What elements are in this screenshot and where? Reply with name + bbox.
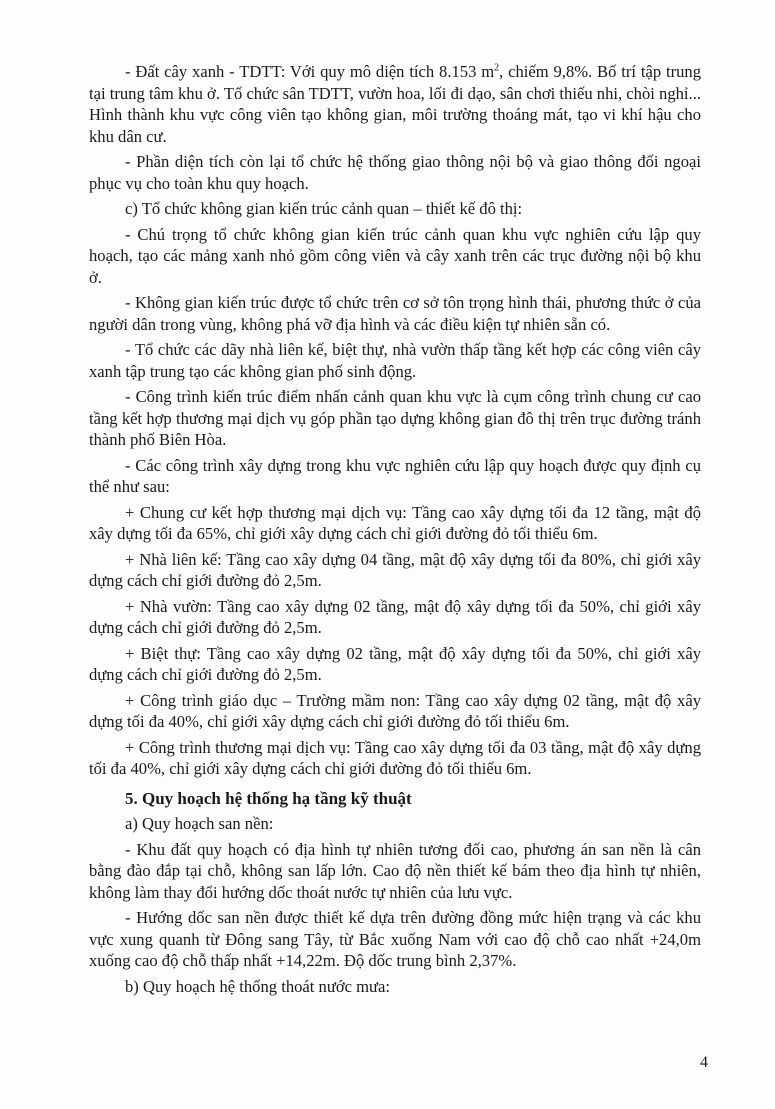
paragraph-subheading-a: a) Quy hoạch san nền: [125,814,274,833]
document-body [89,61,701,1001]
paragraph-garden-house: + Nhà vườn: Tầng cao xây dựng 02 tầng, mật độ xây dựng tối đa 50%, chỉ giới xây dựng cách chỉ giới đường đỏ 2,5m. [89,596,701,637]
paragraph-regulations-intro: - Các công trình xây dựng trong khu vực nghiên cứu lập quy hoạch được quy định cụ thể như sau: [89,455,701,496]
paragraph-remaining-area: - Phần diện tích còn lại tổ chức hệ thống giao thông nội bộ và giao thông đối ngoại phục vụ cho toàn khu quy hoạch. [89,152,701,193]
paragraph-subheading-b: b) Quy hoạch hệ thống thoát nước mưa: [125,976,391,996]
paragraph-subheading-c: c) Tổ chức không gian kiến trúc cảnh quan – thiết kế đô thị: [125,199,523,218]
superscript: 2 [494,62,500,74]
paragraph-row-house: + Nhà liên kế: Tầng cao xây dựng 04 tầng, mật độ xây dựng tối đa 80%, chỉ giới xây dựng cách chỉ giới đường đỏ 2,5m. [89,549,701,590]
paragraph-slope: - Hướng dốc san nền được thiết kế dựa trên đường đồng mức hiện trạng và các khu vực xung quanh từ Đông sang Tây, từ Bắc xuống Nam với cao độ chỗ cao nhất +24,0m xuống cao độ chỗ thấp nhất +14,22m. Độ dốc trung bình 2,37%. [89,908,701,970]
paragraph-terrain: - Khu đất quy hoạch có địa hình tự nhiên tương đối cao, phương án san nền là cân bằng đào đắp tại chỗ, không san lấp lớn. Cao độ nền thiết kế bám theo địa hình tự nhiên, không làm thay đổi hướng dốc thoát nước tự nhiên của lưu vực. [89,839,701,902]
section-heading: 5. Quy hoạch hệ thống hạ tầng kỹ thuật [125,788,412,808]
paragraph-housing-rows: - Tổ chức các dãy nhà liên kế, biệt thự, nhà vườn thấp tầng kết hợp các công viên cây xanh tập trung tạo các không gian phố sinh động. [89,340,701,381]
paragraph-text: - Đất cây xanh - TDTT: Với quy mô diện tích 8.153 m [125,62,495,81]
paragraph-landscape-focus: - Chú trọng tổ chức không gian kiến trúc cảnh quan khu vực nghiên cứu lập quy hoạch, tạo các mảng xanh nhỏ gồm công viên và cây xanh trên các trục đường nội bộ khu ở. [89,224,701,287]
paragraph-green-land [89,61,701,147]
paragraph-villa: + Biệt thự: Tầng cao xây dựng 02 tầng, mật độ xây dựng tối đa 50%, chỉ giới xây dựng cách chỉ giới đường đỏ 2,5m. [89,643,701,684]
paragraph-kindergarten: + Công trình giáo dục – Trường mầm non: Tầng cao xây dựng 02 tầng, mật độ xây dựng tối đa 40%, chỉ giới xây dựng cách chỉ giới đường đỏ tối thiểu 6m. [89,690,701,731]
paragraph-landmark: - Công trình kiến trúc điểm nhấn cảnh quan khu vực là cụm công trình chung cư cao tầng kết hợp thương mại dịch vụ góp phần tạo dựng không gian đô thị trên trục đường tránh thành phố Biên Hòa. [89,387,701,449]
paragraph-architecture-space: - Không gian kiến trúc được tổ chức trên cơ sở tôn trọng hình thái, phương thức ở của người dân trong vùng, không phá vỡ địa hình và các điều kiện tự nhiên sẵn có. [89,293,701,334]
page-number: 4 [700,1054,708,1071]
paragraph-text: , chiếm 9,8%. Bố trí tập trung tại trung tâm khu ở. Tổ chức sân TDTT, vườn hoa, lối đi dạo, sân chơi thiếu nhi, chòi nghỉ... Hình thành khu vực công viên tạo không gian, môi trường thoáng mát, tạo vi khí hậu cho khu dân cư. [89,62,701,146]
paragraph-apartment: + Chung cư kết hợp thương mại dịch vụ: Tầng cao xây dựng tối đa 12 tầng, mật độ xây dựng tối đa 65%, chỉ giới xây dựng cách chỉ giới đường đỏ tối thiểu 6m. [89,502,701,543]
paragraph-commercial: + Công trình thương mại dịch vụ: Tầng cao xây dựng tối đa 03 tầng, mật độ xây dựng tối đa 40%, chỉ giới xây dựng cách chỉ giới đường đỏ tối thiểu 6m. [89,737,701,778]
